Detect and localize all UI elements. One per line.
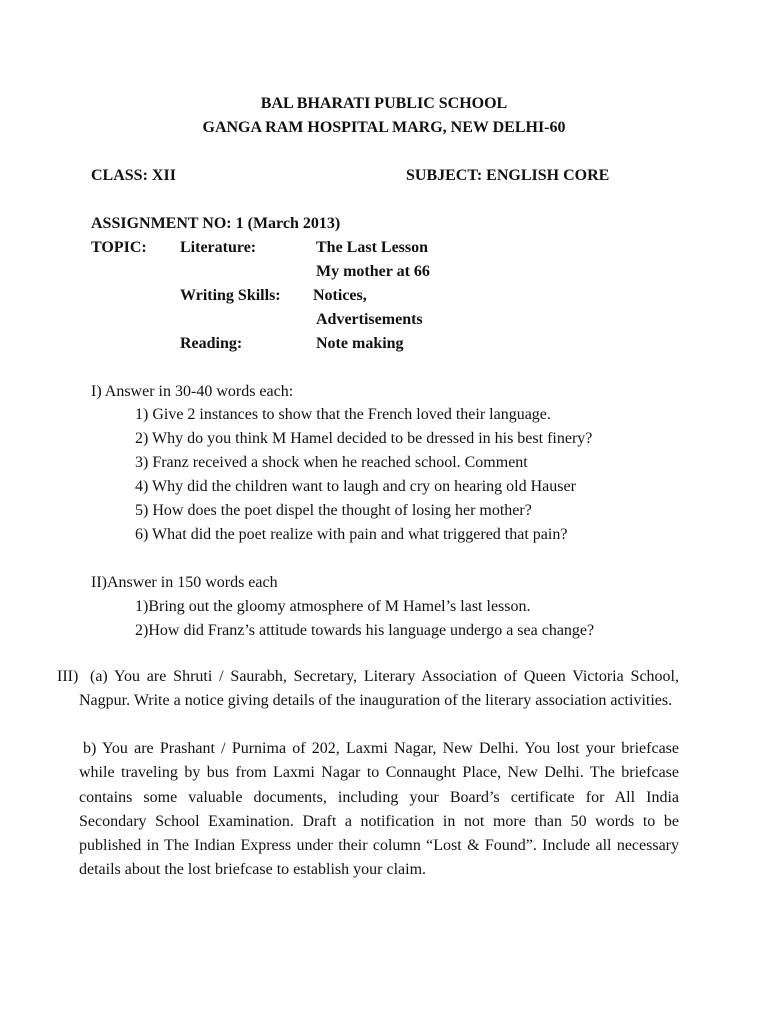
subject-label: SUBJECT: ENGLISH CORE xyxy=(406,167,610,184)
question-item: 1) Give 2 instances to show that the French loved their language. xyxy=(135,406,551,423)
assignment-title: ASSIGNMENT NO: 1 (March 2013) xyxy=(91,215,341,232)
question-item: 2) Why do you think M Hamel decided to be dressed in his best finery? xyxy=(135,430,593,447)
writing-skills-item: Notices, xyxy=(313,287,367,304)
section-3-part-b: b) You are Prashant / Purnima of 202, Laxmi Nagar, New Delhi. You lost your briefcase while traveling by bus from Laxmi Nagar to Connaught Place, New Delhi. The briefcase contains some valuable documents, including your Board’s certificate for All India Secondary School Examination. Draft a notification in not more than 50 words to be published in The Indian Express under their column “Lost & Found”. Include all necessary details about the lost briefcase to establish your claim. xyxy=(79,740,679,879)
section-1-heading: I) Answer in 30-40 words each: xyxy=(91,383,294,400)
writing-skills-item: Advertisements xyxy=(316,311,423,328)
question-item: 4) Why did the children want to laugh and cry on hearing old Hauser xyxy=(135,478,576,495)
section-3-number: III) xyxy=(57,668,79,685)
topic-label: TOPIC: xyxy=(91,239,147,256)
literature-item: My mother at 66 xyxy=(316,263,430,280)
reading-label: Reading: xyxy=(180,335,243,352)
class-label: CLASS: XII xyxy=(91,167,176,184)
question-item: 5) How does the poet dispel the thought of losing her mother? xyxy=(135,502,532,519)
question-item: 3) Franz received a shock when he reached school. Comment xyxy=(135,454,528,471)
school-name: BAL BHARATI PUBLIC SCHOOL xyxy=(260,95,508,112)
question-item: 6) What did the poet realize with pain and what triggered that pain? xyxy=(135,526,568,543)
reading-item: Note making xyxy=(316,335,404,352)
question-item: 2)How did Franz’s attitude towards his language undergo a sea change? xyxy=(135,622,595,639)
section-3-part-a: (a) You are Shruti / Saurabh, Secretary, Literary Association of Queen Victoria School, Nagpur. Write a notice giving details of the inauguration of the literary association activities. xyxy=(79,668,679,710)
question-item: 1)Bring out the gloomy atmosphere of M Hamel’s last lesson. xyxy=(135,598,531,615)
literature-item: The Last Lesson xyxy=(316,239,429,256)
section-2-heading: II)Answer in 150 words each xyxy=(91,574,278,591)
school-address: GANGA RAM HOSPITAL MARG, NEW DELHI-60 xyxy=(202,119,566,136)
writing-skills-label: Writing Skills: xyxy=(180,287,281,304)
literature-label: Literature: xyxy=(180,239,257,256)
